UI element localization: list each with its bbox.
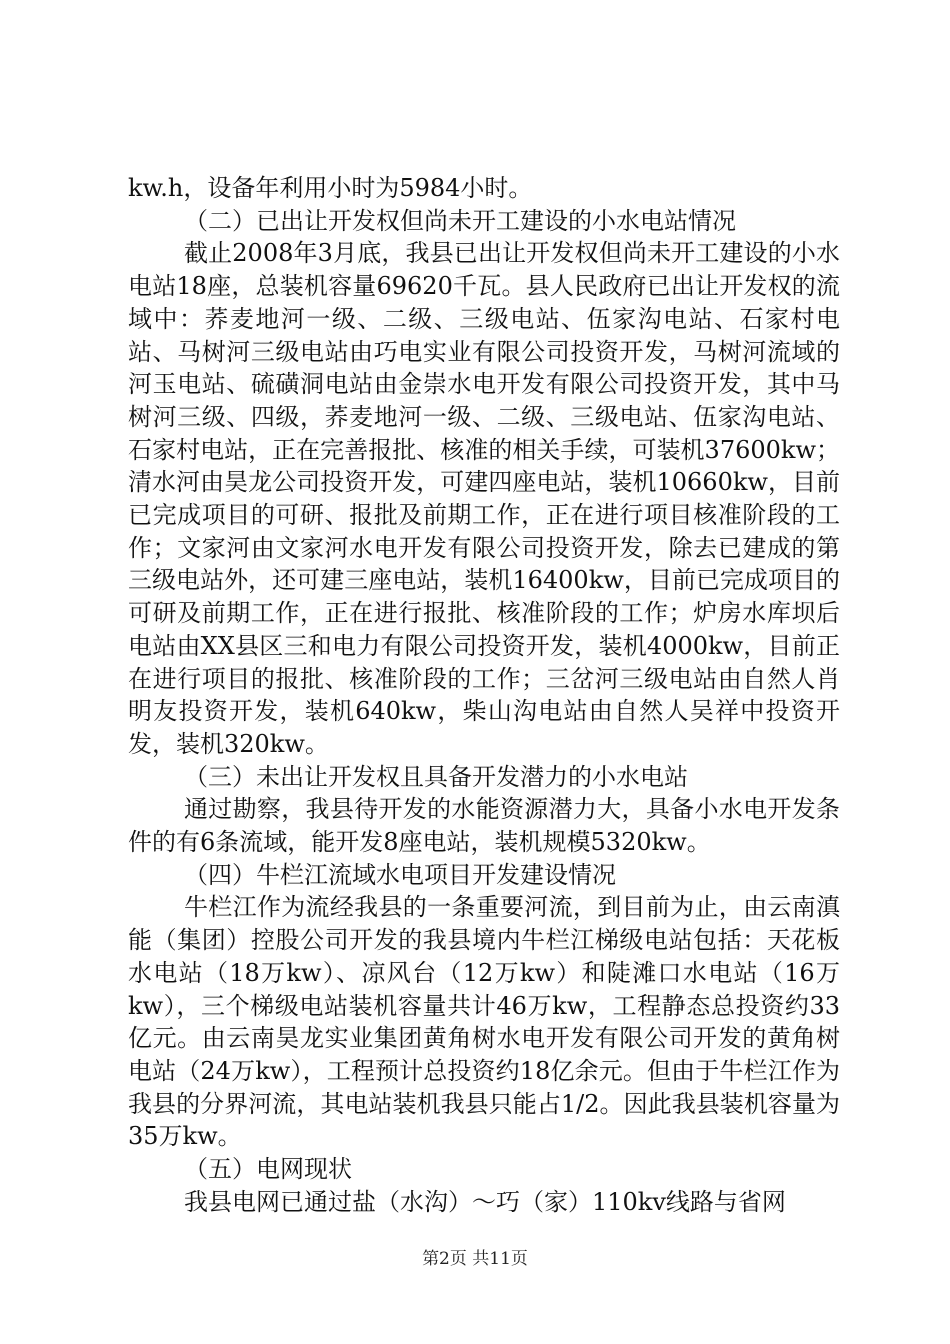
paragraph-section-3: 通过勘察，我县待开发的水能资源潜力大，具备小水电开发条件的有6条流域，能开发8座电站，装机规模5320kw。 [128,795,840,857]
paragraph-continuation: kw.h，设备年利用小时为5984小时。 [128,174,533,202]
paragraph-section-4: 牛栏江作为流经我县的一条重要河流，到目前为止，由云南滇能（集团）控股公司开发的我县境内牛栏江梯级电站包括：天花板水电站（18万kw）、凉风台（12万kw）和陡滩口水电站（16万kw），三个梯级电站装机容量共计46万kw，工程静态总投资约33亿元。由云南昊龙实业集团黄角树水电开发有限公司开发的黄角树电站（24万kw），工程预计总投资约18亿余元。但由于牛栏江作为我县的分界河流，其电站装机我县只能占1/2。因此我县装机容量为35万kw。 [128,893,840,1151]
section-heading-4: （四）牛栏江流域水电项目开发建设情况 [184,860,616,889]
document-body [128,172,840,1219]
paragraph-section-2: 截止2008年3月底，我县已出让开发权但尚未开工建设的小水电站18座，总装机容量69620千瓦。县人民政府已出让开发权的流域中：荞麦地河一级、二级、三级电站、伍家沟电站、石家村电站、马树河三级电站由巧电实业有限公司投资开发，马树河流域的河玉电站、硫磺洞电站由金崇水电开发有限公司投资开发，其中马树河三级、四级，荞麦地河一级、二级、三级电站、伍家沟电站、石家村电站，正在完善报批、核准的相关手续，可装机37600kw；清水河由昊龙公司投资开发，可建四座电站，装机10660kw，目前已完成项目的可研、报批及前期工作，正在进行项目核准阶段的工作；文家河由文家河水电开发有限公司投资开发，除去已建成的第三级电站外，还可建三座电站，装机16400kw，目前已完成项目的可研及前期工作，正在进行报批、核准阶段的工作；炉房水库坝后电站由XX县区三和电力有限公司投资开发，装机4000kw，目前正在进行项目的报批、核准阶段的工作；三岔河三级电站由自然人肖明友投资开发，装机640kw，柴山沟电站由自然人吴祥中投资开发，装机320kw。 [128,239,840,758]
section-heading-3: （三）未出让开发权且具备开发潜力的小水电站 [184,762,688,791]
section-heading-2: （二）已出让开发权但尚未开工建设的小水电站情况 [184,206,736,235]
paragraph-section-5: 我县电网已通过盐（水沟）～巧（家）110kv线路与省网 [184,1187,786,1216]
section-heading-5: （五）电网现状 [184,1155,352,1184]
page-number-footer: 第2页 共11页 [422,1249,528,1269]
